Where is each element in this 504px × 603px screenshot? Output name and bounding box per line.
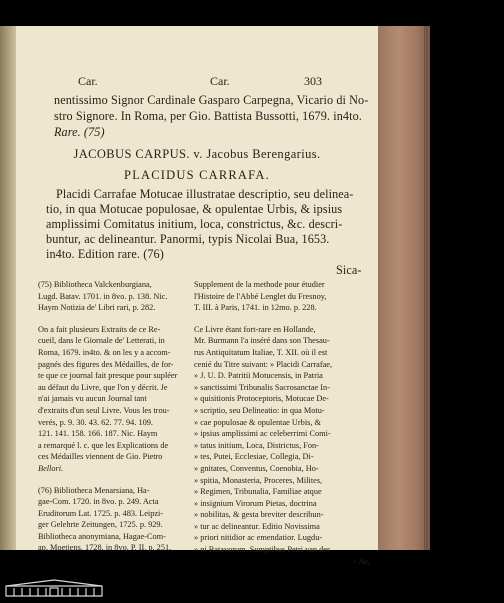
entry2-line: in4to. Edition rare. (76) [46, 247, 164, 261]
book-page [16, 26, 378, 566]
running-header [16, 74, 378, 88]
paragraph-gap [38, 314, 190, 324]
footnote-line: » quisitionis Protoceptoris, Motucae De- [194, 394, 329, 404]
footnote-line: n'ai jamais vu aucun Journal tant [38, 394, 147, 404]
footnote-line: » priori nitidior ac emendatior. Lugdu- [194, 533, 323, 543]
footnote-line: » sanctissimi Tribunalis Sacrosanctae In- [194, 382, 330, 392]
header-middle-word: Car. [210, 74, 230, 88]
library-logo-icon [4, 576, 104, 598]
footnote-line: (75) Bibliotheca Valckenburgiana, [38, 280, 152, 289]
entry1-line: stro Signore. In Roma, per Gio. Battista Bussotti, 1679. in4to. [54, 109, 362, 123]
spine-shadow [0, 26, 16, 550]
footnote-line: Bibliotheca anonymiana, Hagae-Com- [38, 531, 166, 541]
paragraph-gap [194, 314, 376, 324]
footnote-line: » tes, Putei, Ecclesiae, Collegia, Di- [194, 452, 314, 462]
footnote-line: ger Gelehrte Zeitungen, 1725. p. 929. [38, 520, 163, 530]
footnote-line: rus Antiquitatum Italiae, T. XII. où il est [194, 347, 328, 357]
footnote-line: Eruditorum Lat. 1725. p. 483. Leipzi- [38, 508, 164, 518]
footnote-right-column [194, 279, 376, 567]
footnote-line: Mr. Burmann l'a inséré dans son Thesau- [194, 336, 330, 346]
footnote-line: » J. U. D. Patritii Motucensis, in Patria [194, 371, 323, 381]
footnote-line: » ni Batavorum, Sumptibus Petri van der [194, 545, 330, 555]
footnote-line: gae-Com. 1720. in 8vo. p. 249. Acta [38, 497, 159, 507]
footnote-line: » Regimen, Tribunalia, Familiae atque [194, 487, 322, 497]
footnote-line: au défaut du Livre, que l'on y décrit. Je [38, 382, 168, 392]
book-page-edges [378, 26, 430, 550]
footnote-line: » insignium Virorum Pietas, doctrina [194, 498, 317, 508]
footnote-line: Roma, 1679. in4to. & on les y a accom- [38, 347, 171, 357]
section-heading: JACOBUS CARPUS. v. Jacobus Berengarius. [73, 147, 321, 161]
footnote-line: verés, p. 9. 30. 43. 62. 77. 94. 109. [38, 417, 153, 427]
page-edge-strip [424, 26, 430, 550]
footnote-line: a remarqué l. c. que les Explications de [38, 440, 169, 450]
footnote-line: d'extraits d'un seul Livre. Vous les trou- [38, 405, 170, 415]
footnote-line: » cae populosae & opulentae Urbis, & [194, 417, 321, 427]
entry1-line: nentissimo Signor Cardinale Gasparo Carpegna, Vicario di No- [54, 93, 369, 107]
entry2-line: amplissimi Comitatus initium, loca, constrictus, &c. descri- [46, 217, 343, 231]
entry2-line: tio, in qua Motucae populosae, & opulentae Urbis, & ipsius [46, 202, 343, 216]
footnote-line: » tatus initium, Loca, Districtus, Fon- [194, 440, 319, 450]
footnote-line: Bellori. [38, 463, 64, 473]
footnote-line: » scriptio, seu Delineatio: in qua Motu- [194, 405, 325, 415]
footnote-line: » spitia, Monasteria, Proceres, Milites, [194, 475, 323, 485]
footnote-left-column [38, 279, 190, 554]
footnote-line: (76) Bibliotheca Menarsiana, Ha- [38, 485, 150, 495]
footnote-line: Haym Notizia de' Libri rari, p. 282. [38, 303, 156, 313]
footnote-line: 121. 141. 158. 166. 187. Nic. Haym [38, 429, 158, 439]
footnote-line: te que ce journal fait presque pour supléer [38, 371, 178, 381]
footnote-line: ap. Moetjens, 1728. in 8vo. P. II. p. 251. [38, 543, 172, 553]
footnote-line: » nobilitas, & gesta breviter describun- [194, 510, 324, 520]
entry1-line: Rare. (75) [54, 125, 105, 139]
footnote-line: l'Histoire de l'Abbé Lenglet du Fresnoy, [194, 291, 327, 301]
footnote-line: Lugd. Batav. 1701. in 8vo. p. 138. Nic. [38, 291, 168, 301]
footnote-line: Ce Livre étant fort-rare en Hollande, [194, 324, 316, 334]
footnote-line: ces Médailles viennent de Gio. Pietro [38, 452, 163, 462]
page-number: 303 [304, 74, 322, 88]
entry2-line: buntur, ac delineantur. Panormi, typis Nicolai Bua, 1653. [46, 232, 330, 246]
footnote-line: cueil, dans le Giornale de' Letterati, in [38, 336, 165, 346]
footnote-line: » tur ac delineantur. Editio Novissima [194, 521, 320, 531]
footnote-line: » gnitates, Conventus, Coenobia, Ho- [194, 463, 319, 473]
footnote-line: cenié du Titre suivant: » Placidi Carrafae, [194, 359, 333, 369]
footnote-line: On a fait plusieurs Extraits de ce Re- [38, 324, 161, 334]
entry2-line: Placidi Carrafae Motucae illustratae descriptio, seu delinea- [56, 187, 354, 201]
footnote-line: Supplement de la methode pour étudier [194, 280, 325, 289]
footnote-line: pagnés des figures des Médailles, de for- [38, 359, 174, 369]
footnote-catchword: » Aa, [352, 556, 370, 566]
catchword: Sica- [336, 263, 362, 277]
header-left-word: Car. [78, 74, 98, 88]
footnote-line: » ipsius amplissimi ac celeberrimi Comi- [194, 429, 331, 439]
footnote-line: T. III. à Paris, 1741. in 12mo. p. 228. [194, 303, 317, 313]
paragraph-gap [38, 475, 190, 485]
section-heading: PLACIDUS CARRAFA. [124, 168, 270, 182]
